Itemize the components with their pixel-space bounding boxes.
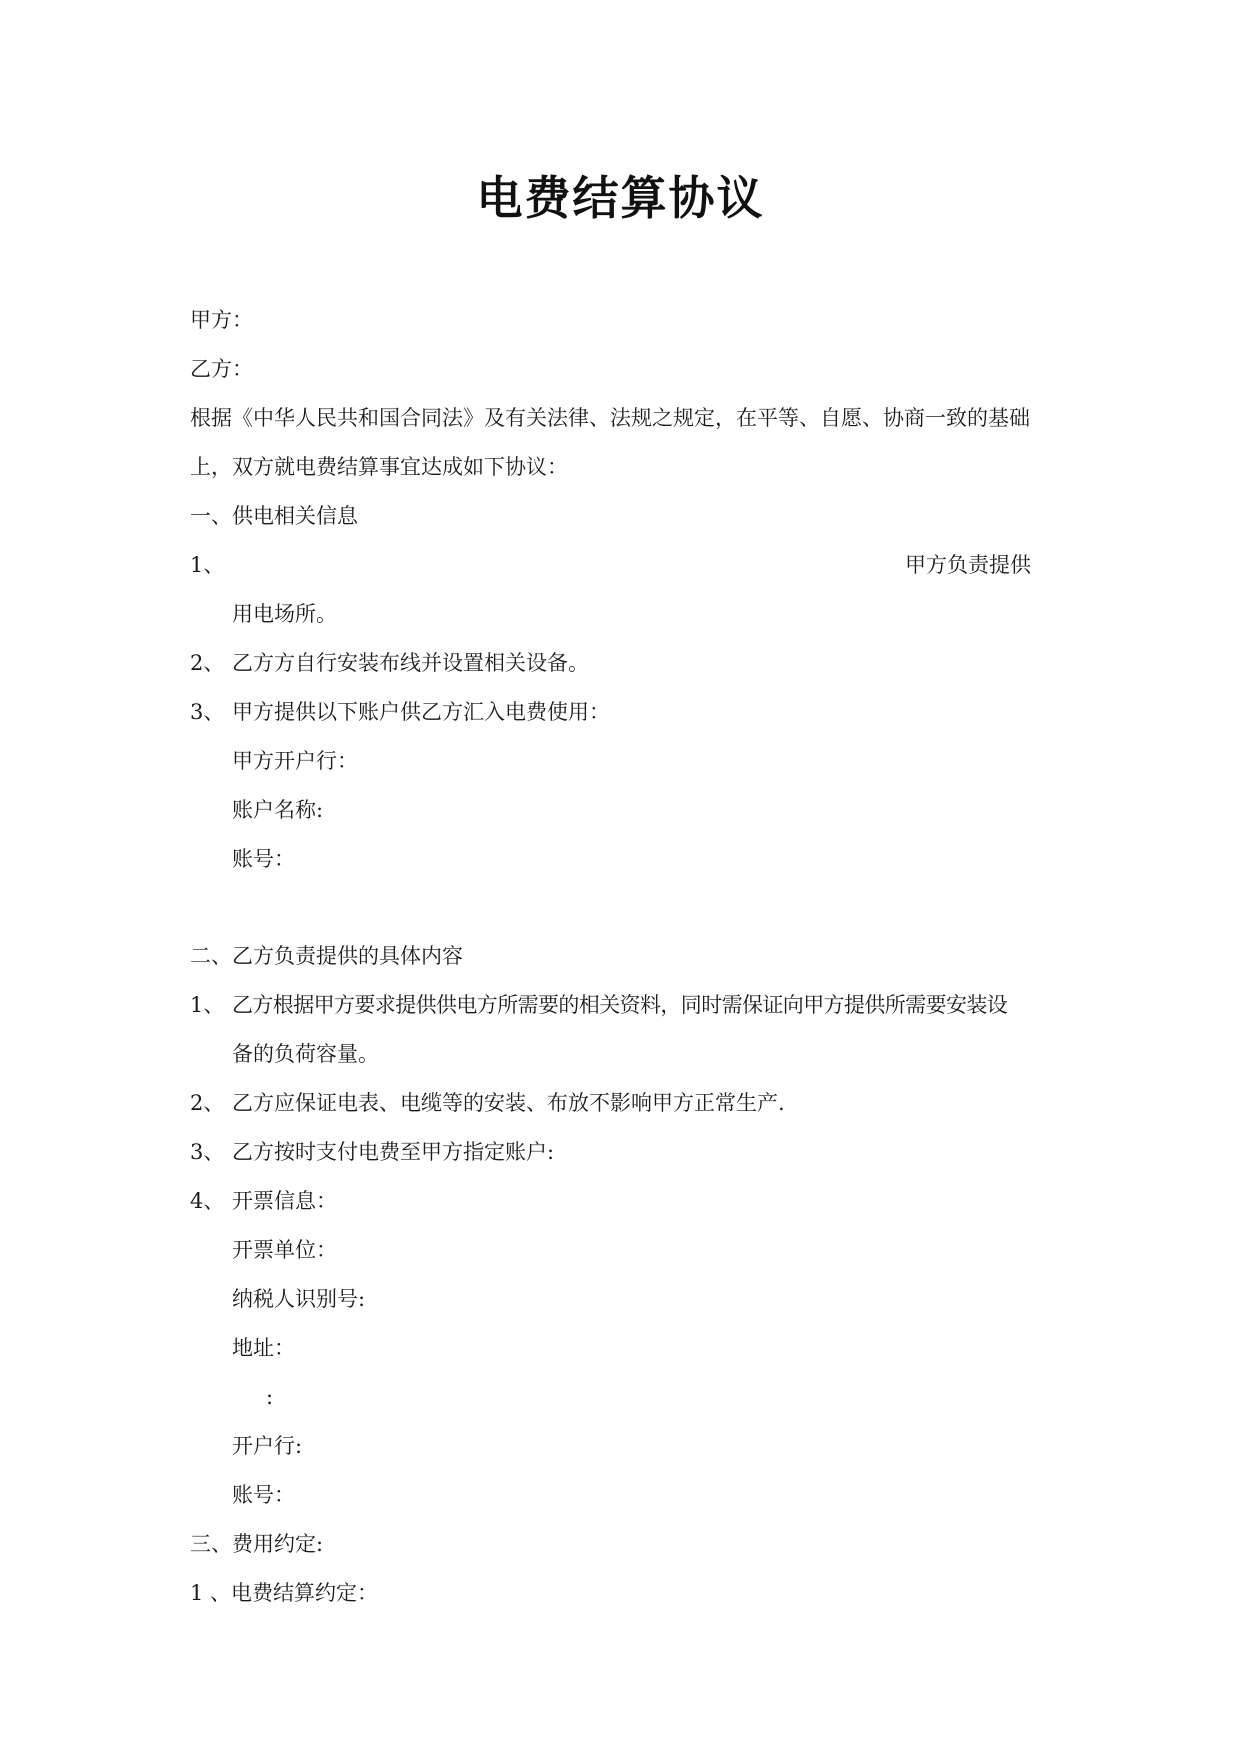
account-name-label: 账户名称: <box>232 798 324 822</box>
section-2-item-1-text: 乙方根据甲方要求提供供电方所需要的相关资料，同时需保证向甲方提供所需要安装设 <box>232 993 1008 1017</box>
account-number-label: 账号： <box>232 847 295 871</box>
section-3-heading: 三、费用约定: <box>190 1532 324 1556</box>
invoice-account-number-label: 账号： <box>232 1483 295 1507</box>
section-1-item-2-text: 乙方方自行安装布线并设置相关设备。 <box>232 651 589 675</box>
section-1-item-1-number: 1、 <box>190 553 225 577</box>
section-2-item-1-number: 1、 <box>190 993 225 1017</box>
document-title: 电费结算协议 <box>476 171 765 225</box>
party-a-label: 甲方： <box>190 308 253 332</box>
blank-colon-line: : <box>266 1385 274 1409</box>
party-b-label: 乙方： <box>190 357 253 381</box>
section-1-item-2-number: 2、 <box>190 651 225 675</box>
section-2-item-3-number: 3、 <box>190 1140 225 1164</box>
section-2-item-2-text: 乙方应保证电表、电缆等的安装、布放不影响甲方正常生产. <box>232 1091 785 1115</box>
section-2-item-1-continuation: 备的负荷容量。 <box>232 1042 379 1066</box>
preamble-line-2: 上，双方就电费结算事宜达成如下协议： <box>190 455 568 479</box>
section-1-item-3-text: 甲方提供以下账户供乙方汇入电费使用： <box>232 700 610 724</box>
tax-id-label: 纳税人识别号: <box>232 1287 366 1311</box>
section-2-item-2-number: 2、 <box>190 1091 225 1115</box>
bank-label: 开户行: <box>232 1434 303 1458</box>
section-1-item-1-continuation: 用电场所。 <box>232 602 337 626</box>
section-2-item-4-number: 4、 <box>190 1189 225 1213</box>
section-2-heading: 二、乙方负责提供的具体内容 <box>190 944 463 968</box>
section-1-item-3-number: 3、 <box>190 700 225 724</box>
party-a-bank-label: 甲方开户行： <box>232 749 358 773</box>
section-1-heading: 一、供电相关信息 <box>190 504 358 528</box>
section-2-item-3-text: 乙方按时支付电费至甲方指定账户: <box>232 1140 555 1164</box>
address-label: 地址： <box>232 1336 295 1360</box>
section-3-item-1-text: 1 、电费结算约定： <box>190 1581 379 1605</box>
section-1-item-1-text: 甲方负责提供 <box>905 553 1031 577</box>
invoice-unit-label: 开票单位： <box>232 1238 337 1262</box>
section-2-item-4-text: 开票信息： <box>232 1189 337 1213</box>
preamble-line-1: 根据《中华人民共和国合同法》及有关法律、法规之规定，在平等、自愿、协商一致的基础 <box>190 406 1030 430</box>
